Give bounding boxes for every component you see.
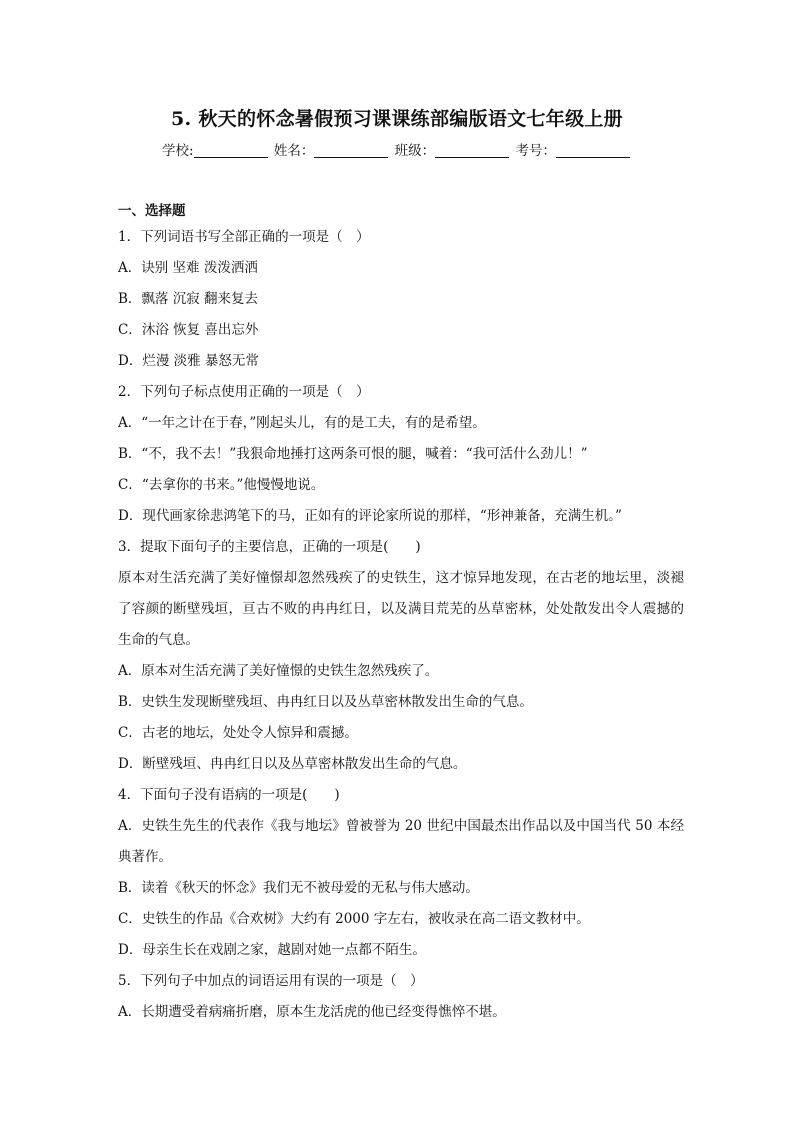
class-label: 班级： xyxy=(394,143,436,159)
question-content xyxy=(118,200,684,1028)
question-2-option-b: B．“不，我不去！”我狠命地捶打这两条可恨的腿，喊着：“我可活什么劲儿！” xyxy=(118,446,588,462)
question-3-option-a: A．原本对生活充满了美好憧憬的史铁生忽然残疾了。 xyxy=(118,663,439,679)
question-4-option-a: A．史铁生先生的代表作《我与地坛》曾被誉为 20 世纪中国最杰出作品以及中国当代 50 本经典著作。 xyxy=(118,818,684,865)
question-4-option-c: C．史铁生的作品《合欢树》大约有 2000 字左右，被收录在高二语文教材中。 xyxy=(118,911,590,927)
question-4-stem: 4．下面句子没有语病的一项是( ) xyxy=(118,787,340,803)
question-1-stem: 1．下列词语书写全部正确的一项是（ ） xyxy=(118,229,370,245)
question-1-option-a: A．诀别 坚难 泼泼洒洒 xyxy=(118,260,258,276)
question-2-option-c: C．“去拿你的书来。”他慢慢地说。 xyxy=(118,477,325,493)
question-2-stem: 2．下列句子标点使用正确的一项是（ ） xyxy=(118,384,370,400)
question-4-option-d: D．母亲生长在戏剧之家，越剧对她一点都不陌生。 xyxy=(118,942,426,958)
question-3-option-b: B．史铁生发现断壁残垣、冉冉红日以及丛草密林散发出生命的气息。 xyxy=(118,694,533,710)
name-blank[interactable] xyxy=(314,143,388,158)
exam-number-label: 考号： xyxy=(515,143,556,159)
question-3-passage: 原本对生活充满了美好憧憬却忽然残疾了的史铁生，这才惊异地发现，在古老的地坛里，淡褪了容颜的断壁残垣，亘古不败的冉冉红日，以及满目荒芜的丛草密林，处处散发出令人震撼的生命的气息。 xyxy=(118,570,684,648)
document-title: 5. 秋天的怀念暑假预习课课练部编版语文七年级上册 xyxy=(171,108,623,130)
question-3-option-c: C．古老的地坛，处处令人惊异和震撼。 xyxy=(118,725,358,741)
name-label: 姓名： xyxy=(273,143,315,159)
question-3-option-d: D．断壁残垣、冉冉红日以及丛草密林散发出生命的气息。 xyxy=(118,756,467,772)
school-label: 学校: xyxy=(162,143,194,159)
question-5-stem: 5．下列句子中加点的词语运用有误的一项是（ ） xyxy=(118,973,424,989)
student-info-row xyxy=(0,139,794,159)
question-5-option-a: A．长期遭受着病痛折磨，原本生龙活虎的他已经变得憔悴不堪。 xyxy=(118,1004,506,1020)
section-heading: 一、选择题 xyxy=(118,203,186,219)
question-3-stem: 3．提取下面句子的主要信息，正确的一项是( ) xyxy=(118,539,421,555)
question-2-option-a: A．“一年之计在于春，”刚起头儿，有的是工夫，有的是希望。 xyxy=(118,415,486,431)
question-1-option-b: B．飘落 沉寂 翻来复去 xyxy=(118,291,259,307)
school-blank[interactable] xyxy=(194,143,268,158)
question-2-option-d: D．现代画家徐悲鸿笔下的马，正如有的评论家所说的那样，“形神兼备，充满生机。” xyxy=(118,508,622,524)
exam-number-blank[interactable] xyxy=(556,143,630,158)
question-1-option-c: C．沐浴 恢复 喜出忘外 xyxy=(118,322,259,338)
question-1-option-d: D．烂漫 淡雅 暴怒无常 xyxy=(118,353,259,369)
class-blank[interactable] xyxy=(435,143,509,158)
question-4-option-b: B．读着《秋天的怀念》我们无不被母爱的无私与伟大感动。 xyxy=(118,880,479,896)
